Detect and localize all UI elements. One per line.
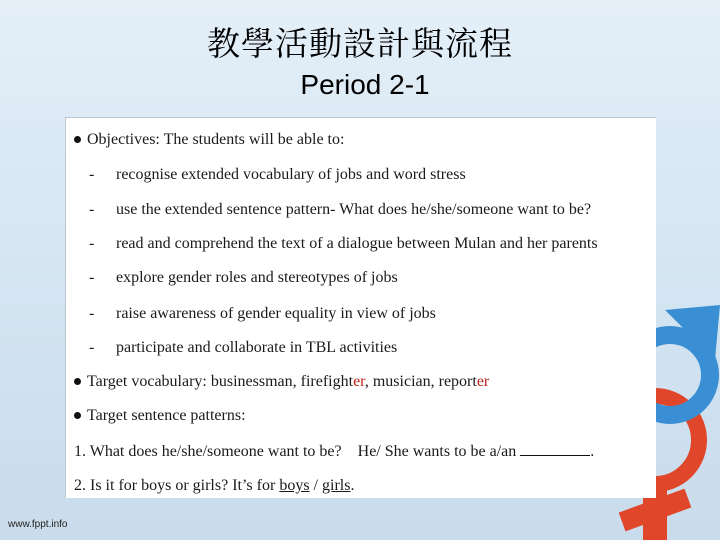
patterns-heading: Target sentence patterns: — [87, 407, 246, 424]
vocabulary-highlight: er — [476, 373, 490, 390]
objective-text: raise awareness of gender equality in view of jobs — [116, 305, 436, 322]
bullet-icon — [74, 136, 81, 143]
objective-text: read and comprehend the text of a dialogue between Mulan and her parents — [116, 235, 598, 252]
objectives-content-box: Objectives: The students will be able to: - recognise extended vocabulary of jobs and word stress - use the extended sentence pattern- What does he/she/someone want to be? - read and comprehend the text of a dialogue between Mulan and her parents - explore gender roles and stereotypes of jobs - raise awareness of gender equality in view of jobs - participate and collaborate in TBL activities Target vocabulary: businessman, firefighter, musician, reporter Target sentence patterns: 1. What does he/she/someone want to be? He/ She wants to be a/an . 2. Is it for boys or girls? It’s for boys / girls. — [65, 117, 656, 498]
objectives-heading: Objectives: The students will be able to: — [87, 131, 345, 148]
option-boys: boys — [279, 477, 310, 494]
slide-title: 教學活動設計與流程 — [207, 24, 513, 63]
pattern-question: 1. What does he/she/someone want to be? — [74, 443, 342, 460]
bullet-icon — [74, 412, 81, 419]
objective-text: participate and collaborate in TBL activities — [116, 339, 398, 356]
target-patterns-line — [74, 406, 246, 426]
pattern-line-1: 1. What does he/she/someone want to be? He/ She wants to be a/an . — [74, 443, 595, 460]
bullet-icon — [74, 378, 81, 385]
objective-text: recognise extended vocabulary of jobs and word stress — [116, 166, 466, 183]
vocabulary-text: , musician, report — [364, 373, 477, 390]
footer-url: www.fppt.info — [8, 519, 68, 530]
objective-text: use the extended sentence pattern- What does he/she/someone want to be? — [116, 201, 592, 218]
answer-blank — [520, 441, 590, 456]
pattern-line-2: 2. Is it for boys or girls? It’s for boys / girls. — [74, 477, 355, 494]
objective-text: explore gender roles and stereotypes of jobs — [116, 269, 398, 286]
vocabulary-highlight: er — [353, 373, 365, 390]
objectives-heading-line — [74, 130, 344, 150]
slide-subtitle: Period 2-1 — [300, 69, 430, 100]
option-girls: girls — [322, 477, 351, 494]
vocabulary-text: Target vocabulary: businessman, firefight — [87, 373, 354, 390]
target-vocabulary-line — [74, 372, 489, 392]
pattern-question: 2. Is it for boys or girls? It’s for — [74, 477, 276, 494]
pattern-answer: He/ She wants to be a/an — [357, 443, 517, 460]
